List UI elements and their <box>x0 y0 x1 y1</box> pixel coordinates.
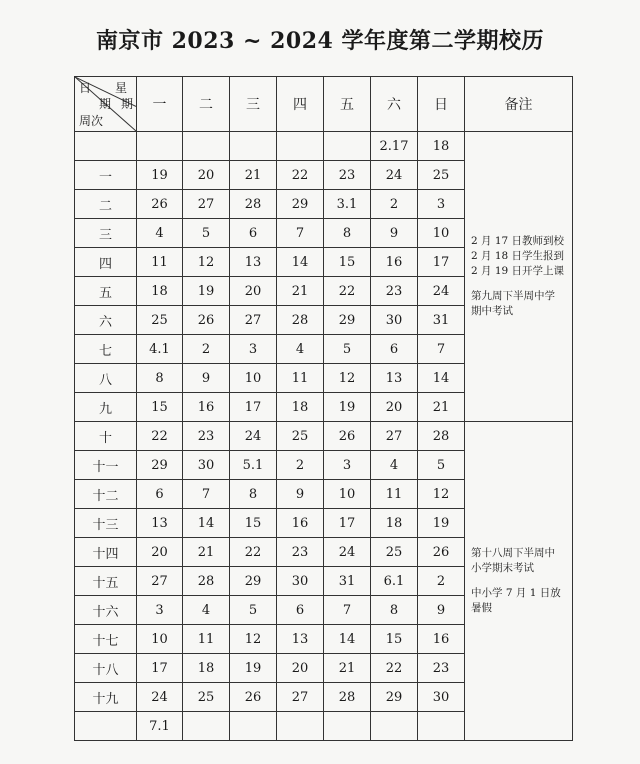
date-cell: 2.17 <box>371 132 418 161</box>
date-cell: 7.1 <box>137 712 183 741</box>
date-cell: 14 <box>277 248 324 277</box>
date-cell: 9 <box>371 219 418 248</box>
date-cell: 26 <box>137 190 183 219</box>
date-cell: 13 <box>277 625 324 654</box>
date-cell <box>324 712 371 741</box>
remarks-spacer <box>471 279 566 289</box>
date-cell: 29 <box>324 306 371 335</box>
date-cell: 7 <box>277 219 324 248</box>
date-cell: 15 <box>371 625 418 654</box>
corner-label-xing: 星 <box>115 81 128 95</box>
week-number-cell <box>75 132 137 161</box>
date-cell: 28 <box>418 422 465 451</box>
week-number-cell: 五 <box>75 277 137 306</box>
date-cell: 27 <box>371 422 418 451</box>
corner-label-qi-2: 期 <box>121 97 134 111</box>
week-row <box>75 422 573 451</box>
date-cell: 18 <box>183 654 230 683</box>
date-cell: 7 <box>324 596 371 625</box>
date-cell: 20 <box>137 538 183 567</box>
date-cell: 18 <box>371 509 418 538</box>
date-cell: 6.1 <box>371 567 418 596</box>
remark-line: 2 月 18 日学生报到 <box>471 250 565 262</box>
date-cell: 21 <box>418 393 465 422</box>
date-cell: 13 <box>371 364 418 393</box>
date-cell: 2 <box>183 335 230 364</box>
page-title: 南京市 2023 ~ 2024 学年度第二学期校历 <box>95 28 545 54</box>
date-cell: 22 <box>230 538 277 567</box>
week-number-cell: 十一 <box>75 451 137 480</box>
week-number-cell <box>75 712 137 741</box>
week-number-cell: 十九 <box>75 683 137 712</box>
date-cell: 30 <box>371 306 418 335</box>
date-cell: 19 <box>418 509 465 538</box>
date-cell: 3.1 <box>324 190 371 219</box>
remarks-header: 备注 <box>465 77 573 132</box>
date-cell: 29 <box>230 567 277 596</box>
date-cell: 31 <box>324 567 371 596</box>
date-cell: 6 <box>137 480 183 509</box>
date-cell: 8 <box>137 364 183 393</box>
date-cell: 2 <box>277 451 324 480</box>
date-cell: 3 <box>418 190 465 219</box>
date-cell: 10 <box>137 625 183 654</box>
date-cell: 23 <box>371 277 418 306</box>
weekday-header: 六 <box>371 77 418 132</box>
date-cell: 11 <box>371 480 418 509</box>
date-cell <box>230 132 277 161</box>
date-cell: 5 <box>230 596 277 625</box>
week-number-cell: 十七 <box>75 625 137 654</box>
date-cell: 12 <box>324 364 371 393</box>
date-cell: 29 <box>371 683 418 712</box>
remarks-cell <box>465 422 573 741</box>
date-cell: 25 <box>137 306 183 335</box>
date-cell: 3 <box>324 451 371 480</box>
week-number-cell: 十二 <box>75 480 137 509</box>
week-number-cell: 十八 <box>75 654 137 683</box>
date-cell: 15 <box>137 393 183 422</box>
date-cell: 18 <box>137 277 183 306</box>
date-cell: 23 <box>277 538 324 567</box>
weekday-header: 五 <box>324 77 371 132</box>
date-cell: 16 <box>418 625 465 654</box>
date-cell: 30 <box>277 567 324 596</box>
remark-line: 2 月 17 日教师到校 <box>471 235 565 247</box>
date-cell: 11 <box>183 625 230 654</box>
date-cell: 26 <box>230 683 277 712</box>
date-cell: 13 <box>230 248 277 277</box>
remark-line: 第十八周下半周中 <box>471 547 555 559</box>
date-cell: 9 <box>277 480 324 509</box>
corner-label-ri: 日 <box>79 81 92 95</box>
date-cell: 27 <box>183 190 230 219</box>
date-cell: 15 <box>324 248 371 277</box>
date-cell <box>183 712 230 741</box>
date-cell: 4 <box>183 596 230 625</box>
date-cell: 27 <box>277 683 324 712</box>
date-cell: 26 <box>183 306 230 335</box>
week-number-cell: 三 <box>75 219 137 248</box>
date-cell: 24 <box>137 683 183 712</box>
date-cell: 25 <box>183 683 230 712</box>
date-cell: 28 <box>230 190 277 219</box>
date-cell: 14 <box>418 364 465 393</box>
date-cell: 16 <box>277 509 324 538</box>
date-cell: 24 <box>324 538 371 567</box>
date-cell: 23 <box>183 422 230 451</box>
date-cell: 18 <box>418 132 465 161</box>
remark-line: 暑假 <box>471 602 492 614</box>
remark-line: 中小学 7 月 1 日放 <box>471 587 561 599</box>
date-cell: 16 <box>183 393 230 422</box>
date-cell: 20 <box>371 393 418 422</box>
date-cell: 6 <box>371 335 418 364</box>
date-cell: 28 <box>324 683 371 712</box>
date-cell <box>137 132 183 161</box>
date-cell: 5 <box>418 451 465 480</box>
date-cell: 7 <box>183 480 230 509</box>
date-cell: 5 <box>324 335 371 364</box>
date-cell: 25 <box>371 538 418 567</box>
date-cell: 12 <box>230 625 277 654</box>
date-cell: 14 <box>324 625 371 654</box>
week-number-cell: 八 <box>75 364 137 393</box>
date-cell: 3 <box>230 335 277 364</box>
weekday-header: 四 <box>277 77 324 132</box>
week-number-cell: 十五 <box>75 567 137 596</box>
date-cell: 12 <box>183 248 230 277</box>
date-cell <box>324 132 371 161</box>
date-cell <box>277 132 324 161</box>
date-cell: 4 <box>371 451 418 480</box>
date-cell: 17 <box>324 509 371 538</box>
date-cell: 25 <box>277 422 324 451</box>
date-cell: 25 <box>418 161 465 190</box>
date-cell: 30 <box>183 451 230 480</box>
date-cell: 5.1 <box>230 451 277 480</box>
week-number-cell: 十四 <box>75 538 137 567</box>
date-cell: 24 <box>418 277 465 306</box>
corner-label-zhouci: 周次 <box>79 114 104 128</box>
date-cell <box>371 712 418 741</box>
date-cell: 4 <box>137 219 183 248</box>
date-cell <box>277 712 324 741</box>
date-cell: 19 <box>324 393 371 422</box>
date-cell: 21 <box>230 161 277 190</box>
date-cell: 26 <box>418 538 465 567</box>
date-cell: 14 <box>183 509 230 538</box>
date-cell: 12 <box>418 480 465 509</box>
date-cell: 5 <box>183 219 230 248</box>
date-cell: 10 <box>324 480 371 509</box>
date-cell: 11 <box>137 248 183 277</box>
date-cell: 11 <box>277 364 324 393</box>
weekday-header: 三 <box>230 77 277 132</box>
week-number-cell: 十六 <box>75 596 137 625</box>
remarks-cell <box>465 132 573 422</box>
remark-line: 第九周下半周中学 <box>471 290 555 302</box>
weekday-header: 二 <box>183 77 230 132</box>
date-cell: 20 <box>277 654 324 683</box>
date-cell: 24 <box>230 422 277 451</box>
date-cell: 19 <box>137 161 183 190</box>
date-cell: 7 <box>418 335 465 364</box>
remark-line: 小学期末考试 <box>471 562 534 574</box>
date-cell: 2 <box>418 567 465 596</box>
date-cell: 29 <box>277 190 324 219</box>
date-cell: 20 <box>230 277 277 306</box>
week-number-cell: 六 <box>75 306 137 335</box>
date-cell: 9 <box>183 364 230 393</box>
date-cell: 9 <box>418 596 465 625</box>
date-cell: 27 <box>137 567 183 596</box>
date-cell: 22 <box>371 654 418 683</box>
weekday-header: 日 <box>418 77 465 132</box>
date-cell: 8 <box>371 596 418 625</box>
date-cell: 21 <box>324 654 371 683</box>
week-row <box>75 132 573 161</box>
date-cell: 20 <box>183 161 230 190</box>
date-cell <box>230 712 277 741</box>
date-cell: 2 <box>371 190 418 219</box>
date-cell: 26 <box>324 422 371 451</box>
week-number-cell: 一 <box>75 161 137 190</box>
week-number-cell: 十 <box>75 422 137 451</box>
date-cell: 13 <box>137 509 183 538</box>
date-cell: 18 <box>277 393 324 422</box>
date-cell: 6 <box>277 596 324 625</box>
date-cell: 4.1 <box>137 335 183 364</box>
date-cell: 19 <box>230 654 277 683</box>
week-number-cell: 九 <box>75 393 137 422</box>
date-cell: 30 <box>418 683 465 712</box>
corner-header-cell <box>75 77 137 132</box>
header-row <box>75 77 573 132</box>
date-cell: 28 <box>277 306 324 335</box>
date-cell: 8 <box>230 480 277 509</box>
week-number-cell: 七 <box>75 335 137 364</box>
week-number-cell: 二 <box>75 190 137 219</box>
date-cell: 17 <box>230 393 277 422</box>
date-cell: 31 <box>418 306 465 335</box>
date-cell: 10 <box>418 219 465 248</box>
remark-line: 2 月 19 日开学上课 <box>471 265 565 277</box>
date-cell: 4 <box>277 335 324 364</box>
date-cell: 15 <box>230 509 277 538</box>
date-cell: 23 <box>324 161 371 190</box>
date-cell: 17 <box>418 248 465 277</box>
date-cell: 6 <box>230 219 277 248</box>
date-cell: 16 <box>371 248 418 277</box>
date-cell <box>418 712 465 741</box>
corner-label-qi: 期 <box>99 97 112 111</box>
date-cell: 17 <box>137 654 183 683</box>
week-number-cell: 四 <box>75 248 137 277</box>
date-cell: 28 <box>183 567 230 596</box>
date-cell: 22 <box>137 422 183 451</box>
remarks-spacer <box>471 576 566 586</box>
date-cell: 19 <box>183 277 230 306</box>
date-cell: 22 <box>324 277 371 306</box>
date-cell: 23 <box>418 654 465 683</box>
date-cell: 29 <box>137 451 183 480</box>
week-number-cell: 十三 <box>75 509 137 538</box>
date-cell: 10 <box>230 364 277 393</box>
date-cell: 24 <box>371 161 418 190</box>
date-cell: 22 <box>277 161 324 190</box>
date-cell: 27 <box>230 306 277 335</box>
date-cell: 21 <box>277 277 324 306</box>
date-cell: 8 <box>324 219 371 248</box>
remark-line: 期中考试 <box>471 305 513 317</box>
weekday-header: 一 <box>137 77 183 132</box>
date-cell: 21 <box>183 538 230 567</box>
school-calendar-table <box>74 76 573 741</box>
date-cell: 3 <box>137 596 183 625</box>
date-cell <box>183 132 230 161</box>
